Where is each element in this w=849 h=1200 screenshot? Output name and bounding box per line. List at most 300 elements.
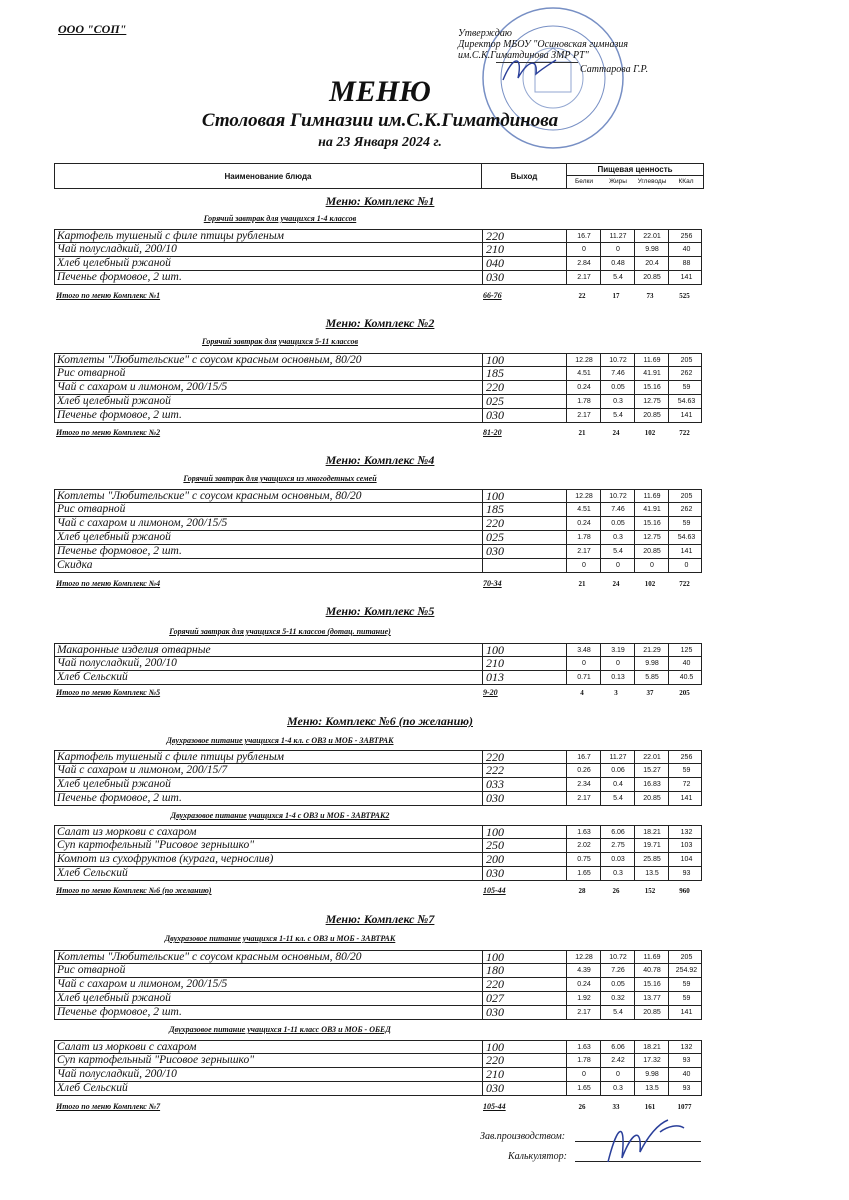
carbs-value: 20.85: [634, 792, 669, 805]
carbs-value: 41.91: [634, 503, 669, 516]
kcal-value: 254.92: [668, 964, 704, 977]
table-row: [54, 1006, 702, 1020]
kcal-value: 205: [668, 354, 704, 367]
protein-value: 0.26: [566, 764, 601, 777]
dish-output: 210: [482, 243, 566, 256]
table-row: [54, 1054, 702, 1068]
dish-name: Салат из моркови с сахаром: [57, 826, 197, 838]
table-row: [54, 1082, 702, 1096]
header-protein: Белки: [575, 178, 593, 185]
total-kcal: 722: [679, 429, 690, 437]
dish-name: Печенье формовое, 2 шт.: [57, 545, 182, 557]
table-row: [54, 750, 702, 764]
fat-value: 0.05: [600, 381, 635, 394]
carbs-value: 18.21: [634, 1041, 669, 1054]
dish-name: Котлеты "Любительские" с соусом красным основным, 80/20: [57, 490, 362, 502]
kcal-value: 262: [668, 503, 704, 516]
table-row: [54, 353, 702, 367]
table-row: [54, 271, 702, 285]
kcal-value: 59: [668, 517, 704, 530]
carbs-value: 21.29: [634, 644, 669, 657]
kcal-value: 59: [668, 978, 704, 991]
protein-value: 1.65: [566, 867, 601, 880]
table-row: [54, 409, 702, 423]
dish-name: Хлеб Сельский: [57, 1082, 128, 1094]
dish-name: Печенье формовое, 2 шт.: [57, 1006, 182, 1018]
total-fat: 24: [612, 429, 620, 437]
kcal-value: 93: [668, 1054, 704, 1067]
kcal-value: 40.5: [668, 671, 704, 684]
dish-name: Суп картофельный "Рисовое зернышко": [57, 839, 255, 851]
dish-output: 030: [482, 545, 566, 558]
carbs-value: 25.85: [634, 853, 669, 866]
table-header: [54, 163, 704, 189]
protein-value: 2.17: [566, 271, 601, 284]
dish-output: 210: [482, 1068, 566, 1081]
header-nutrition: Пищевая ценность: [567, 164, 703, 176]
section-title: Двухразовое питание учащихся 1-11 кл. с ОВЗ и МОБ - ЗАВТРАК: [164, 934, 396, 943]
kcal-value: 141: [668, 792, 704, 805]
dish-name: Макаронные изделия отварные: [57, 644, 211, 656]
carbs-value: 13.5: [634, 1082, 669, 1095]
dish-name: Хлеб целебный ржаной: [57, 395, 171, 407]
dish-name: Чай полусладкий, 200/10: [57, 243, 177, 255]
protein-value: 3.48: [566, 644, 601, 657]
total-carbs: 152: [644, 887, 656, 895]
table-row: [54, 367, 702, 381]
dish-output: 030: [482, 792, 566, 805]
dish-output: 185: [482, 503, 566, 516]
kcal-value: 132: [668, 1041, 704, 1054]
total-kcal: 722: [679, 580, 690, 588]
total-label: Итого по меню Комплекс №6 (по желанию): [56, 886, 212, 895]
total-output: 81-20: [483, 428, 502, 437]
approval-line-3: им.С.К.Гиматдинова ЗМР РТ": [458, 50, 589, 61]
calculator-label: Калькулятор:: [508, 1151, 567, 1162]
fat-value: 5.4: [600, 409, 635, 422]
dish-output: 220: [482, 381, 566, 394]
protein-value: 2.34: [566, 778, 601, 791]
dish-name: Хлеб целебный ржаной: [57, 257, 171, 269]
kcal-value: 59: [668, 381, 704, 394]
carbs-value: 0: [634, 559, 669, 572]
table-row: [54, 229, 702, 243]
fat-value: 0: [600, 243, 635, 256]
table-row: [54, 257, 702, 271]
dish-output: 100: [482, 354, 566, 367]
protein-value: 1.63: [566, 826, 601, 839]
dish-name: Печенье формовое, 2 шт.: [57, 792, 182, 804]
dish-name: Хлеб целебный ржаной: [57, 992, 171, 1004]
kcal-value: 59: [668, 992, 704, 1005]
protein-value: 0.71: [566, 671, 601, 684]
dish-output: 033: [482, 778, 566, 791]
table-row: [54, 489, 702, 503]
section-title: Горячий завтрак для учащихся 5-11 классов: [201, 337, 359, 346]
protein-value: 1.78: [566, 395, 601, 408]
fat-value: 0.05: [600, 517, 635, 530]
total-carbs: 102: [644, 580, 656, 588]
dish-name: Печенье формовое, 2 шт.: [57, 271, 182, 283]
kcal-value: 54.63: [668, 531, 704, 544]
kcal-value: 54.63: [668, 395, 704, 408]
fat-value: 7.46: [600, 503, 635, 516]
menu-total-row: [54, 290, 702, 302]
menu-total-row: [54, 578, 702, 590]
fat-value: 6.06: [600, 1041, 635, 1054]
total-output: 66-76: [483, 291, 502, 300]
dish-name: Скидка: [57, 559, 93, 571]
table-row: [54, 381, 702, 395]
carbs-value: 15.16: [634, 978, 669, 991]
kcal-value: 256: [668, 751, 704, 764]
dish-output: 100: [482, 826, 566, 839]
table-row: [54, 867, 702, 881]
table-row: [54, 964, 702, 978]
kcal-value: 40: [668, 1068, 704, 1081]
fat-value: 0.05: [600, 978, 635, 991]
protein-value: 4.51: [566, 503, 601, 516]
dish-name: Печенье формовое, 2 шт.: [57, 409, 182, 421]
menu-title: Меню: Комплекс №7: [325, 912, 435, 926]
dish-output: 040: [482, 257, 566, 270]
approval-line-2: Директор МБОУ "Осиновская гимназия: [458, 39, 629, 50]
menu-title: Меню: Комплекс №4: [325, 453, 435, 467]
fat-value: 11.27: [600, 230, 635, 243]
section-title: Горячий завтрак для учащихся 1-4 классов: [203, 214, 357, 223]
total-label: Итого по меню Комплекс №7: [56, 1102, 161, 1111]
carbs-value: 9.98: [634, 657, 669, 670]
page-title: МЕНЮ: [329, 75, 431, 108]
table-row: [54, 395, 702, 409]
dish-name: Компот из сухофруктов (курага, чернослив): [57, 853, 274, 865]
dish-name: Картофель тушеный с филе птицы рубленым: [57, 230, 285, 242]
carbs-value: 11.69: [634, 354, 669, 367]
dish-output: 222: [482, 764, 566, 777]
fat-value: 10.72: [600, 490, 635, 503]
kcal-value: 72: [668, 778, 704, 791]
total-fat: 26: [612, 887, 620, 895]
fat-value: 5.4: [600, 792, 635, 805]
carbs-value: 17.32: [634, 1054, 669, 1067]
kcal-value: 0: [668, 559, 704, 572]
fat-value: 7.26: [600, 964, 635, 977]
total-kcal: 960: [679, 887, 690, 895]
total-protein: 22: [578, 292, 586, 300]
total-protein: 21: [578, 429, 586, 437]
protein-value: 2.17: [566, 1006, 601, 1019]
section-title: Двухразовое питание учащихся 1-4 с ОВЗ и МОБ - ЗАВТРАК2: [170, 811, 390, 820]
dish-output: 220: [482, 1054, 566, 1067]
protein-value: 2.17: [566, 409, 601, 422]
kcal-value: 256: [668, 230, 704, 243]
total-output: 70-34: [483, 579, 502, 588]
carbs-value: 12.75: [634, 395, 669, 408]
section-title: Двухразовое питание учащихся 1-4 кл. с ОВЗ и МОБ - ЗАВТРАК: [166, 736, 394, 745]
fat-value: 10.72: [600, 951, 635, 964]
kcal-value: 262: [668, 367, 704, 380]
kcal-value: 125: [668, 644, 704, 657]
carbs-value: 5.85: [634, 671, 669, 684]
total-protein: 28: [578, 887, 586, 895]
fat-value: 6.06: [600, 826, 635, 839]
carbs-value: 20.85: [634, 1006, 669, 1019]
protein-value: 1.92: [566, 992, 601, 1005]
page-date: на 23 Января 2024 г.: [318, 135, 442, 150]
table-row: [54, 825, 702, 839]
dish-name: Чай с сахаром и лимоном, 200/15/5: [57, 978, 228, 990]
dish-name: Картофель тушеный с филе птицы рубленым: [57, 751, 285, 763]
dish-name: Хлеб Сельский: [57, 867, 128, 879]
table-row: [54, 992, 702, 1006]
menu-title: Меню: Комплекс №6 (по желанию): [287, 714, 473, 728]
dish-output: 030: [482, 867, 566, 880]
total-label: Итого по меню Комплекс №4: [56, 579, 161, 588]
page-subtitle: Столовая Гимназии им.С.К.Гиматдинова: [201, 110, 559, 131]
dish-output: 027: [482, 992, 566, 1005]
protein-value: 1.78: [566, 531, 601, 544]
fat-value: 5.4: [600, 545, 635, 558]
carbs-value: 40.78: [634, 964, 669, 977]
dish-output: 030: [482, 1082, 566, 1095]
section-title: Горячий завтрак для учащихся из многодетных семей: [183, 474, 377, 483]
fat-value: 2.42: [600, 1054, 635, 1067]
dish-output: 200: [482, 853, 566, 866]
dish-output: 210: [482, 657, 566, 670]
fat-value: 0.3: [600, 867, 635, 880]
total-output: 105-44: [483, 886, 506, 895]
protein-value: 0: [566, 1068, 601, 1081]
dish-output: 100: [482, 951, 566, 964]
menu-total-row: [54, 687, 702, 699]
menu-total-row: [54, 427, 702, 439]
dish-name: Хлеб Сельский: [57, 671, 128, 683]
total-label: Итого по меню Комплекс №2: [56, 428, 161, 437]
protein-value: 2.17: [566, 545, 601, 558]
dish-output: 030: [482, 271, 566, 284]
carbs-value: 41.91: [634, 367, 669, 380]
approval-signer: Саттарова Г.Р.: [580, 64, 649, 75]
carbs-value: 11.69: [634, 951, 669, 964]
fat-value: 0.3: [600, 1082, 635, 1095]
organization-name: ООО "СОП": [58, 22, 127, 36]
dish-output: 100: [482, 490, 566, 503]
carbs-value: 16.83: [634, 778, 669, 791]
dish-output: 180: [482, 964, 566, 977]
fat-value: 0.3: [600, 531, 635, 544]
dish-name: Чай с сахаром и лимоном, 200/15/5: [57, 381, 228, 393]
total-label: Итого по меню Комплекс №1: [56, 291, 161, 300]
fat-value: 0: [600, 559, 635, 572]
carbs-value: 19.71: [634, 839, 669, 852]
fat-value: 5.4: [600, 1006, 635, 1019]
kcal-value: 93: [668, 1082, 704, 1095]
dish-output: 030: [482, 409, 566, 422]
kcal-value: 141: [668, 271, 704, 284]
total-fat: 3: [614, 689, 618, 697]
dish-name: Рис отварной: [57, 503, 126, 515]
fat-value: 0: [600, 1068, 635, 1081]
dish-name: Чай полусладкий, 200/10: [57, 657, 177, 669]
fat-value: 0.48: [600, 257, 635, 270]
kcal-value: 40: [668, 657, 704, 670]
dish-output: 220: [482, 517, 566, 530]
dish-output: 220: [482, 230, 566, 243]
kcal-value: 141: [668, 545, 704, 558]
carbs-value: 15.16: [634, 381, 669, 394]
carbs-value: 22.01: [634, 230, 669, 243]
carbs-value: 20.85: [634, 545, 669, 558]
dish-name: Котлеты "Любительские" с соусом красным основным, 80/20: [57, 354, 362, 366]
dish-output: 185: [482, 367, 566, 380]
table-row: [54, 950, 702, 964]
dish-output: 013: [482, 671, 566, 684]
fat-value: 5.4: [600, 271, 635, 284]
table-row: [54, 531, 702, 545]
total-carbs: 161: [644, 1103, 656, 1111]
header-kcal: ККал: [678, 178, 694, 185]
total-protein: 4: [580, 689, 584, 697]
kcal-value: 205: [668, 490, 704, 503]
total-kcal: 205: [679, 689, 690, 697]
protein-value: 0: [566, 243, 601, 256]
total-label: Итого по меню Комплекс №5: [56, 688, 161, 697]
header-output: Выход: [482, 164, 567, 188]
fat-value: 0.4: [600, 778, 635, 791]
total-carbs: 102: [644, 429, 656, 437]
kcal-value: 132: [668, 826, 704, 839]
kcal-value: 40: [668, 243, 704, 256]
table-row: [54, 517, 702, 531]
table-row: [54, 792, 702, 806]
fat-value: 2.75: [600, 839, 635, 852]
header-carbs: Углеводы: [637, 178, 667, 185]
table-row: [54, 1068, 702, 1082]
protein-value: 0: [566, 657, 601, 670]
total-kcal: 525: [679, 292, 690, 300]
protein-value: 0.75: [566, 853, 601, 866]
section-title: Двухразовое питание учащихся 1-11 класс ОВЗ и МОБ - ОБЕД: [169, 1025, 391, 1034]
protein-value: 16.7: [566, 751, 601, 764]
carbs-value: 15.27: [634, 764, 669, 777]
header-dish: Наименование блюда: [55, 164, 482, 188]
total-fat: 24: [612, 580, 620, 588]
dish-output: 220: [482, 978, 566, 991]
carbs-value: 15.16: [634, 517, 669, 530]
kcal-value: 59: [668, 764, 704, 777]
total-kcal: 1077: [677, 1103, 692, 1111]
fat-value: 0.06: [600, 764, 635, 777]
table-row: [54, 778, 702, 792]
table-row: [54, 503, 702, 517]
dish-name: Суп картофельный "Рисовое зернышко": [57, 1054, 255, 1066]
kcal-value: 104: [668, 853, 704, 866]
table-row: [54, 1040, 702, 1054]
dish-name: Салат из моркови с сахаром: [57, 1041, 197, 1053]
kcal-value: 88: [668, 257, 704, 270]
table-row: [54, 671, 702, 685]
total-protein: 26: [578, 1103, 586, 1111]
table-row: [54, 559, 702, 573]
protein-value: 2.84: [566, 257, 601, 270]
total-output: 9-20: [483, 688, 498, 697]
protein-value: 2.17: [566, 792, 601, 805]
carbs-value: 9.98: [634, 243, 669, 256]
carbs-value: 12.75: [634, 531, 669, 544]
carbs-value: 13.5: [634, 867, 669, 880]
table-row: [54, 853, 702, 867]
footer-signature: [598, 1112, 688, 1172]
protein-value: 1.63: [566, 1041, 601, 1054]
total-fat: 17: [612, 292, 620, 300]
table-row: [54, 643, 702, 657]
production-manager-label: Зав.производством:: [480, 1131, 566, 1142]
dish-name: Хлеб целебный ржаной: [57, 778, 171, 790]
table-row: [54, 657, 702, 671]
protein-value: 0: [566, 559, 601, 572]
total-protein: 21: [578, 580, 586, 588]
dish-name: Рис отварной: [57, 964, 126, 976]
kcal-value: 205: [668, 951, 704, 964]
dish-output: 025: [482, 531, 566, 544]
fat-value: 0.32: [600, 992, 635, 1005]
protein-value: 2.02: [566, 839, 601, 852]
protein-value: 12.28: [566, 354, 601, 367]
kcal-value: 141: [668, 409, 704, 422]
carbs-value: 9.98: [634, 1068, 669, 1081]
dish-output: 250: [482, 839, 566, 852]
protein-value: 0.24: [566, 517, 601, 530]
fat-value: 3.19: [600, 644, 635, 657]
kcal-value: 93: [668, 867, 704, 880]
dish-name: Хлеб целебный ржаной: [57, 531, 171, 543]
table-row: [54, 839, 702, 853]
carbs-value: 22.01: [634, 751, 669, 764]
section-title: Горячий завтрак для учащихся 5-11 классов (дотац. питание): [169, 627, 391, 636]
carbs-value: 13.77: [634, 992, 669, 1005]
protein-value: 1.78: [566, 1054, 601, 1067]
protein-value: 0.24: [566, 381, 601, 394]
protein-value: 12.28: [566, 951, 601, 964]
protein-value: 0.24: [566, 978, 601, 991]
dish-output: 100: [482, 1041, 566, 1054]
table-row: [54, 243, 702, 257]
protein-value: 16.7: [566, 230, 601, 243]
menu-title: Меню: Комплекс №5: [325, 604, 435, 618]
dish-output: 100: [482, 644, 566, 657]
fat-value: 0.3: [600, 395, 635, 408]
fat-value: 0.03: [600, 853, 635, 866]
total-fat: 33: [612, 1103, 620, 1111]
total-carbs: 73: [646, 292, 654, 300]
menu-total-row: [54, 885, 702, 897]
kcal-value: 141: [668, 1006, 704, 1019]
protein-value: 1.65: [566, 1082, 601, 1095]
menu-title: Меню: Комплекс №2: [325, 316, 435, 330]
total-carbs: 37: [646, 689, 654, 697]
table-row: [54, 978, 702, 992]
dish-output: [482, 559, 566, 572]
table-row: [54, 545, 702, 559]
header-fat: Жиры: [609, 178, 627, 185]
fat-value: 7.46: [600, 367, 635, 380]
fat-value: 0: [600, 657, 635, 670]
dish-name: Чай с сахаром и лимоном, 200/15/7: [57, 764, 228, 776]
protein-value: 4.39: [566, 964, 601, 977]
dish-output: 220: [482, 751, 566, 764]
fat-value: 0.13: [600, 671, 635, 684]
dish-name: Рис отварной: [57, 367, 126, 379]
